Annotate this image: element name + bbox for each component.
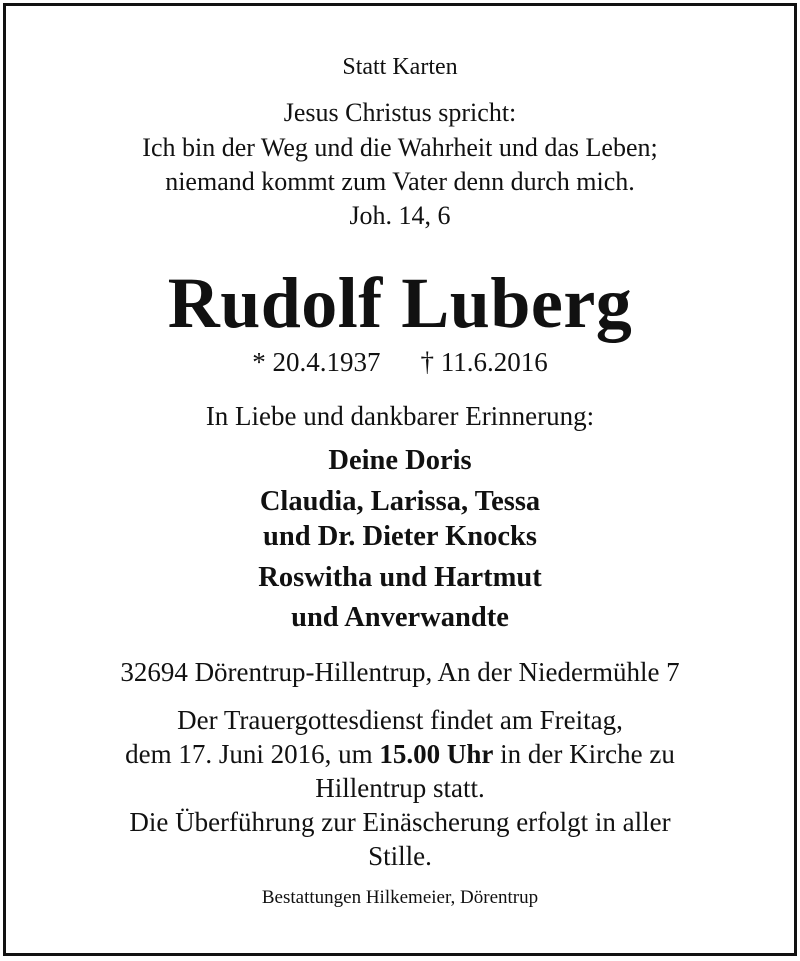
- quote-line-2: Ich bin der Weg und die Wahrheit und das Leben;: [142, 133, 658, 162]
- service-location-text: in der Kirche zu: [493, 739, 675, 769]
- mourner-line: Deine Doris: [328, 445, 472, 476]
- service-date-text: dem 17. Juni 2016, um: [125, 739, 380, 769]
- remembrance-line: In Liebe und dankbarer Erinnerung:: [205, 401, 595, 431]
- mourner-line: Claudia, Larissa, Tessa: [259, 486, 541, 517]
- undertaker: Bestattungen Hilkemeier, Dörentrup: [261, 887, 539, 908]
- birth-date: * 20.4.1937: [252, 347, 381, 377]
- quote-line-3: niemand kommt zum Vater denn durch mich.: [165, 167, 635, 196]
- deceased-name: Rudolf Luberg: [167, 263, 633, 343]
- quote-line-1: Jesus Christus spricht:: [283, 98, 517, 127]
- address: 32694 Dörentrup-Hillentrup, An der Niedermühle 7: [120, 657, 680, 687]
- mourner-line: und Dr. Dieter Knocks: [263, 521, 537, 552]
- life-dates: [0, 346, 800, 378]
- mourner-line: Roswitha und Hartmut: [258, 562, 542, 593]
- service-line-3: Hillentrup statt.: [315, 773, 485, 803]
- quote-reference: Joh. 14, 6: [349, 201, 451, 230]
- service-line-5: Stille.: [368, 841, 432, 871]
- header-statt-karten: Statt Karten: [342, 54, 458, 80]
- mourner-line: und Anverwandte: [291, 602, 509, 633]
- service-time: 15.00 Uhr: [379, 739, 494, 769]
- service-line-1: Der Trauergottesdienst findet am Freitag,: [177, 705, 623, 735]
- death-date: † 11.6.2016: [420, 347, 548, 377]
- service-line-4: Die Überführung zur Einäscherung erfolgt in aller: [129, 807, 671, 837]
- service-line-2: [0, 738, 800, 770]
